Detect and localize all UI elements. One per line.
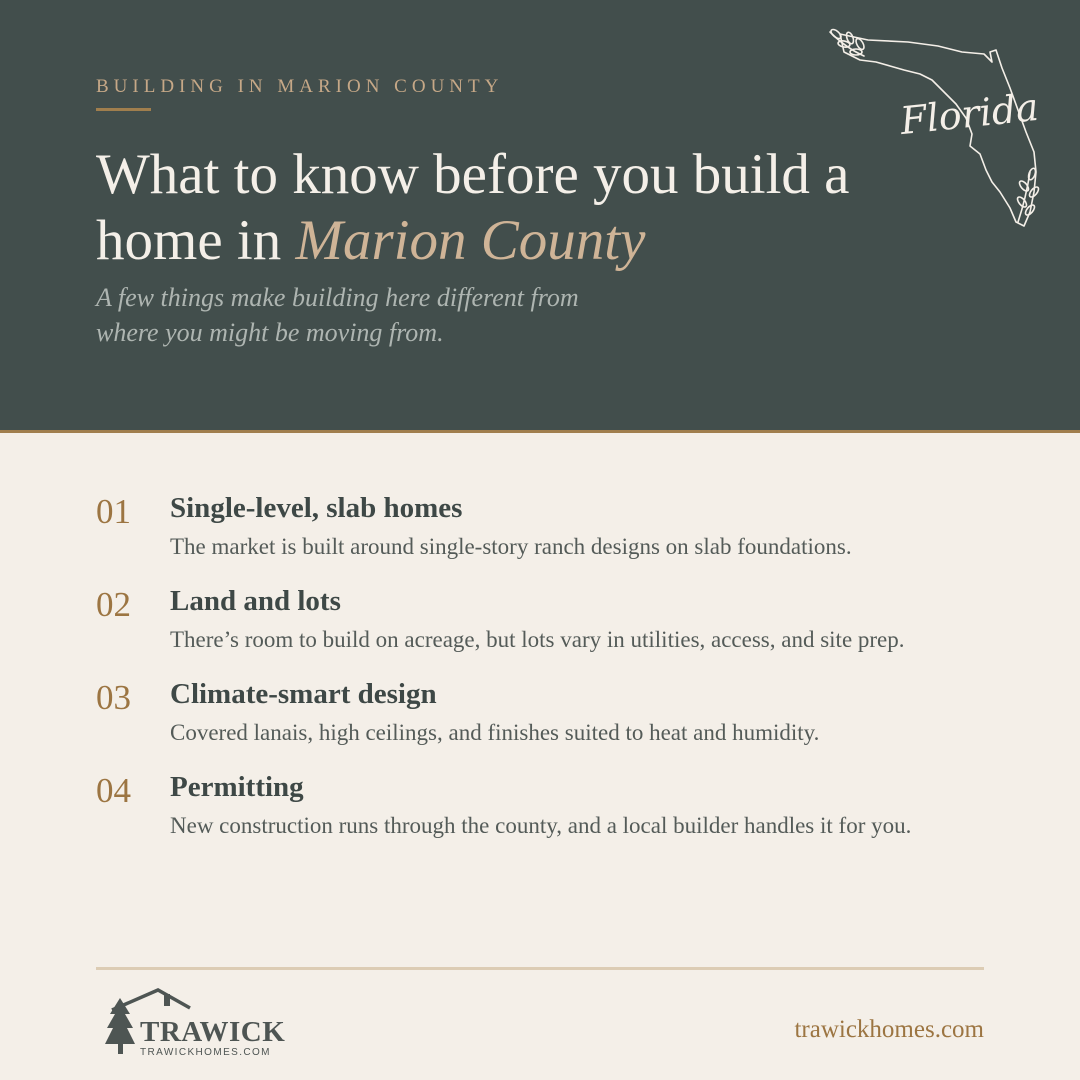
website-link[interactable]: trawickhomes.com (794, 1016, 984, 1043)
florida-badge-label: Florida (898, 84, 1041, 144)
page-subtitle: A few things make building here different from where you might be moving from. (96, 283, 579, 347)
item-number: 04 (96, 771, 131, 810)
list-item (96, 676, 996, 756)
eyebrow-divider (96, 108, 151, 111)
item-title: Single-level, slab homes (170, 492, 463, 524)
item-number: 02 (96, 585, 131, 624)
item-number: 01 (96, 492, 131, 531)
item-title: Land and lots (170, 585, 341, 617)
eyebrow-label: BUILDING IN MARION COUNTY (96, 76, 504, 97)
title-highlight: Marion County (295, 209, 646, 272)
page-title (96, 142, 916, 274)
title-main: What to know before you build a home in (96, 143, 850, 272)
item-description: New construction runs through the county, and a local builder handles it for you. (170, 813, 912, 838)
list-item (96, 490, 996, 570)
list-item (96, 769, 996, 849)
logo-url: TRAWICKHOMES.COM (140, 1047, 271, 1058)
logo-name: TRAWICK (140, 1016, 286, 1048)
list-item (96, 583, 996, 663)
item-description: The market is built around single-story ranch designs on slab foundations. (170, 534, 852, 559)
header-banner (0, 0, 1080, 433)
laurel-sprig-icon (829, 28, 865, 56)
item-title: Climate-smart design (170, 678, 437, 710)
item-description: Covered lanais, high ceilings, and finishes suited to heat and humidity. (170, 720, 820, 745)
item-number: 03 (96, 678, 131, 717)
item-title: Permitting (170, 771, 304, 803)
footer-divider (96, 967, 984, 970)
item-description: There’s room to build on acreage, but lots vary in utilities, access, and site prep. (170, 627, 905, 652)
